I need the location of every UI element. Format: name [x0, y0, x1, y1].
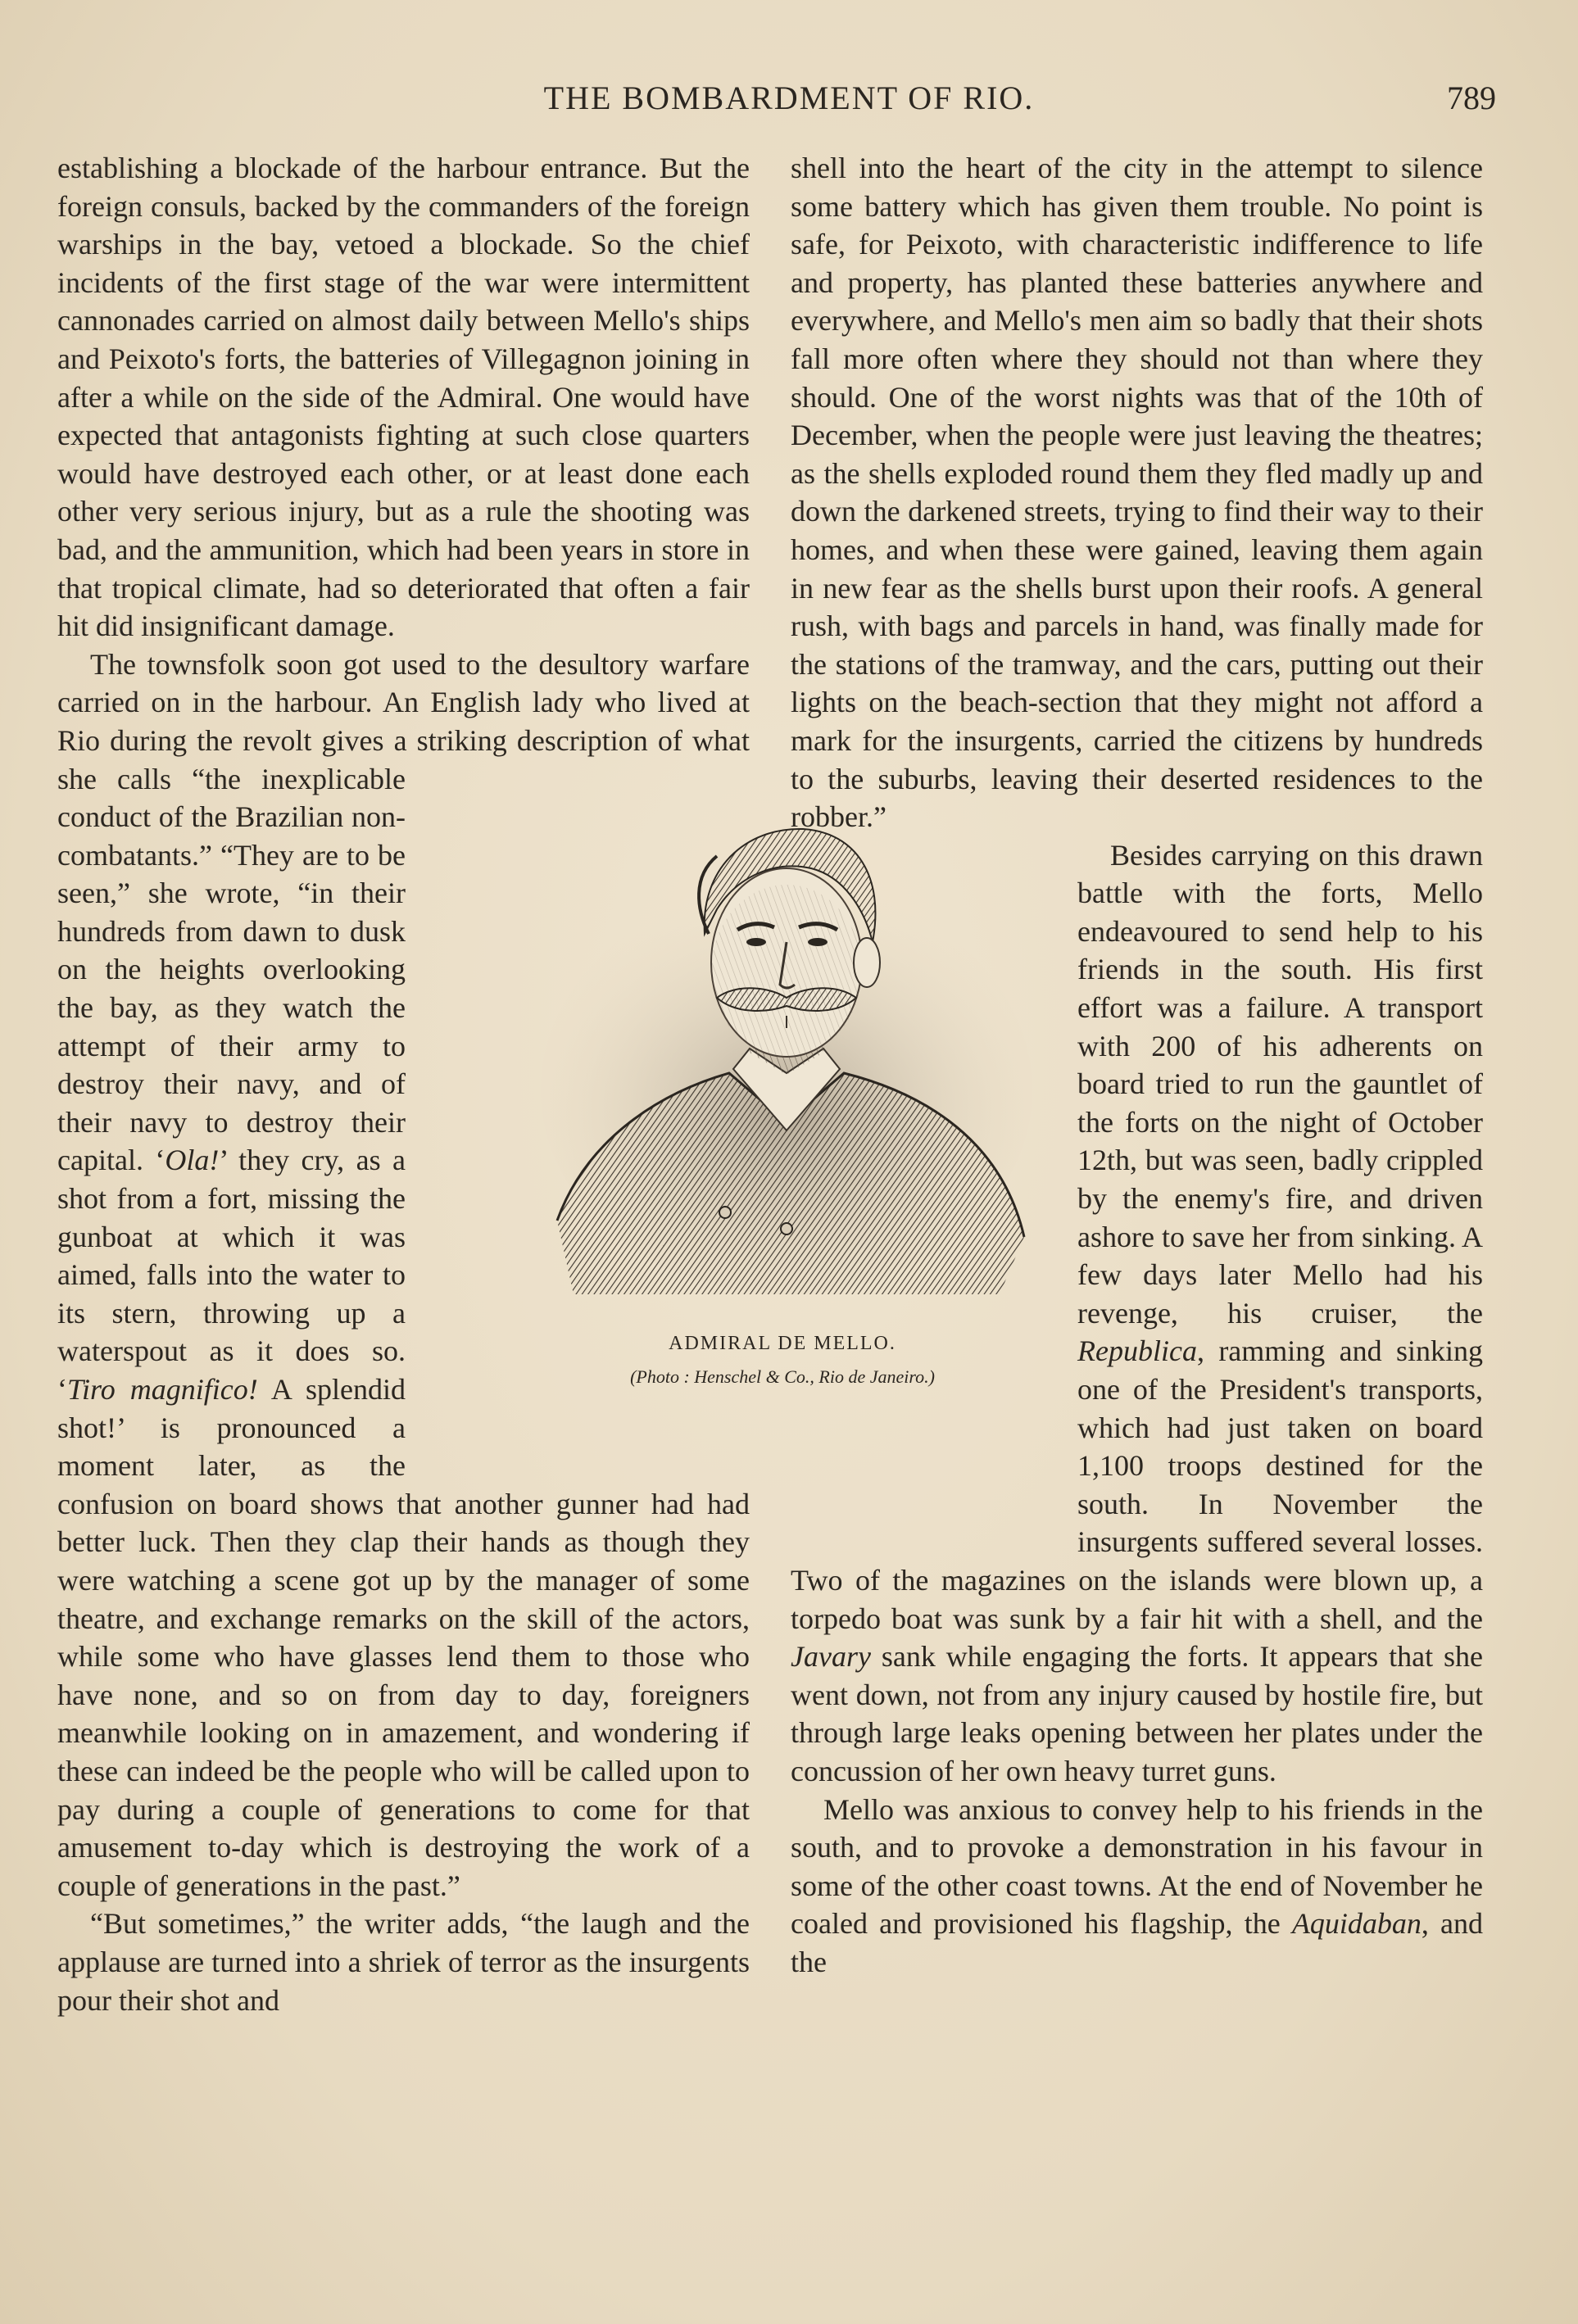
portrait-figure: [524, 778, 1041, 1393]
figure-credit: (Photo : Henschel & Co., Rio de Janeiro.): [630, 1366, 935, 1387]
paragraph: Besides carrying on this drawn battle with the forts, Mello endeavoured to send help to his friends in the south. His first effort was a failure. A transport with 200 of his adherents on board tried to run the gauntlet of the forts on the night of October 12th, but was seen, badly crippled by the enemy's fire, and driven ashore to save her from sinking. A few days later Mello had his revenge, his cruiser, the Republica, ramming and sinking one of the President's transports, which had just taken on board 1,100 troops destined for the south. In November the insurgents suffered several losses. Two of the magazines on the islands were blown up, a torpedo boat was sunk by a fair hit with a shell, and the Javary sank while engaging the forts. It appears that she went down, not from any injury caused by hostile fire, but through large leaks opening between her plates under the concussion of her own heavy turret guns.: [791, 838, 1483, 1787]
paragraph: shell into the heart of the city in the attempt to silence some battery which has given them trouble. No point is safe, for Peixoto, with characteristic indifference to life and property, has planted these batteries anywhere and everywhere, and Mello's men aim so badly that their shots fall more often where they should not than where they should. One of the worst nights was that of the 10th of December, when the people were just leaving the theatres; as the shells exploded round them they fled madly up and down the darkened streets, trying to find their way to their homes, and when these were gained, leaving them again in new fear as the shells burst upon their roofs. A general rush, with bags and parcels in hand, was finally made for the stations of the tramway, and the cars, putting out their lights on the beach-section that they might not afford a mark for the insurgents, carried the citizens by hundreds to the suburbs, leaving their deserted residences to the robber.”: [791, 152, 1483, 834]
figure-caption: ADMIRAL DE MELLO.: [669, 1333, 896, 1354]
running-title: THE BOMBARDMENT OF RIO.: [543, 79, 1035, 116]
paragraph: establishing a blockade of the harbour entrance. But the foreign consuls, backed by the commanders of the foreign warships in the bay, vetoed a blockade. So the chief incidents of the first stage of the war were intermittent cannonades carried on almost daily between Mello's ships and Peixoto's forts, the batteries of Villegagnon joining in after a while on the side of the Admiral. One would have expected that antagonists fighting at such close quarters would have destroyed each other, or at least done each other very serious injury, but as a rule the shooting was bad, and the ammunition, which had been years in store in that tropical climate, had so deteriorated that often a fair hit did insignificant damage.: [57, 152, 750, 643]
portrait-engraving: [541, 778, 1032, 1294]
paragraph: Mello was anxious to convey help to his friends in the south, and to provoke a demonstration in his favour in some of the other coast towns. At the end of November he coaled and provisioned his flagship, the Aquidaban, and the: [791, 1792, 1484, 1978]
page-number: 789: [1447, 79, 1496, 116]
running-head: [0, 79, 1578, 128]
paragraph: “But sometimes,” the writer adds, “the laugh and the applause are turned into a shriek of terror as the insurgents pour their shot and: [57, 1907, 750, 2017]
paragraph: The townsfolk soon got used to the desultory warfare carried on in the harbour. An English lady who lived at Rio during the revolt gives a striking description of what she calls “the inexplicable conduct of the Brazilian non-combatants.” “They are to be seen,” she wrote, “in their hundreds from dawn to dusk on the heights overlooking the bay, as they watch the attempt of their army to destroy their navy, and of their navy to destroy their capital. ‘Ola!’ they cry, as a shot from a fort, missing the gunboat at which it was aimed, falls into the water to its stern, throwing up a waterspout as it does so. ‘Tiro magnifico! A splendid shot!’ is pronounced a moment later, as the confusion on board shows that another gunner had had better luck. Then they clap their hands as though they were watching a scene got up by the manager of some theatre, and exchange remarks on the skill of the actors, while some who have glasses lend them to those who have none, and so on from day to day, foreigners meanwhile looking on in amazement, and wondering if these can indeed be the people who will be called upon to pay during a couple of generations to come for that amusement to-day which is destroying the work of a couple of generations in the past.”: [57, 647, 750, 1902]
